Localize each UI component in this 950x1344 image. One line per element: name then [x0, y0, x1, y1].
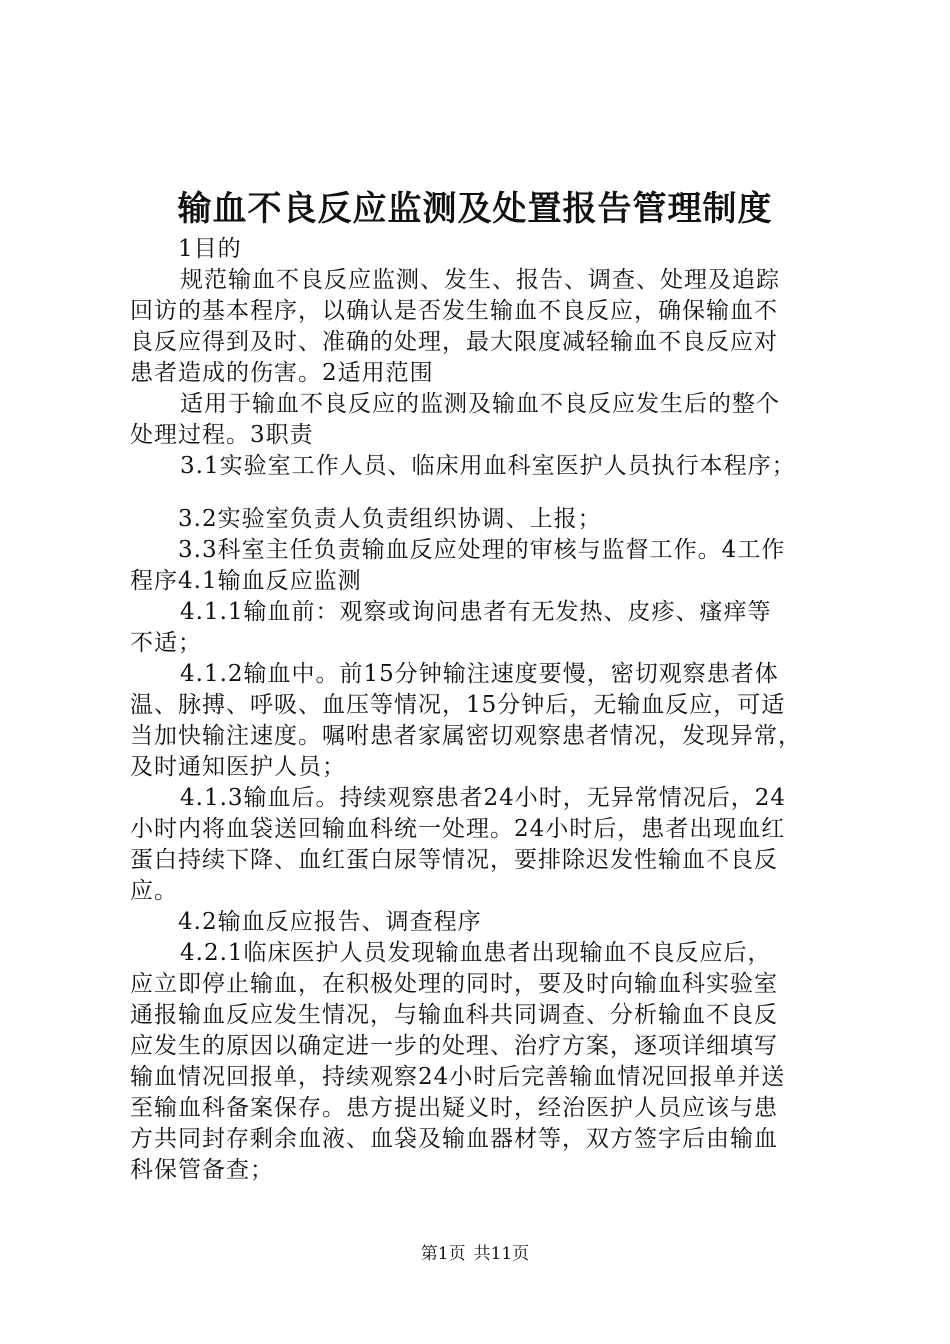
page-number: 第1页 — [420, 1244, 466, 1264]
paragraph-line: 4.2输血反应报告、调查程序 — [178, 909, 482, 935]
paragraph-line: 处理过程。3职责 — [130, 422, 314, 448]
paragraph-line: 3.1实验室工作人员、临床用血科室医护人员执行本程序； — [180, 453, 796, 479]
paragraph-line: 回访的基本程序，以确认是否发生输血不良反应，确保输血不 — [130, 298, 778, 324]
paragraph-line: 当加快输注速度。嘱咐患者家属密切观察患者情况，发现异常， — [130, 723, 802, 749]
paragraph-line: 4.2.1临床医护人员发现输血患者出现输血不良反应后， — [180, 940, 772, 966]
paragraph-line: 4.1.1输血前：观察或询问患者有无发热、皮疹、瘙痒等 — [180, 599, 772, 625]
paragraph-line: 方共同封存剩余血液、血袋及输血器材等，双方签字后由输血 — [130, 1126, 778, 1152]
blank-line — [130, 482, 830, 504]
page-total: 共11页 — [473, 1244, 530, 1264]
paragraph-line: 1目的 — [178, 236, 242, 262]
paragraph-line: 规范输血不良反应监测、发生、报告、调查、处理及追踪 — [180, 267, 780, 293]
paragraph-line: 程序4.1输血反应监测 — [130, 568, 362, 594]
paragraph-line: 良反应得到及时、准确的处理，最大限度减轻输血不良反应对 — [130, 329, 778, 355]
paragraph-line: 3.3科室主任负责输血反应处理的审核与监督工作。4工作 — [178, 537, 786, 563]
document-title: 输血不良反应监测及处置报告管理制度 — [177, 189, 773, 229]
paragraph-line: 小时内将血袋送回输血科统一处理。24小时后，患者出现血红 — [130, 816, 786, 842]
paragraph-line: 温、脉搏、呼吸、血压等情况，15分钟后，无输血反应，可适 — [130, 692, 786, 718]
paragraph-line: 4.1.3输血后。持续观察患者24小时，无异常情况后，24 — [180, 785, 787, 811]
paragraph-line: 应发生的原因以确定进一步的处理、治疗方案，逐项详细填写 — [130, 1033, 778, 1059]
paragraph-line: 适用于输血不良反应的监测及输血不良反应发生后的整个 — [180, 391, 780, 417]
paragraph-line: 应立即停止输血，在积极处理的同时，要及时向输血科实验室 — [130, 971, 778, 997]
paragraph-line: 4.1.2输血中。前15分钟输注速度要慢，密切观察患者体 — [180, 661, 779, 687]
paragraph-line: 输血情况回报单，持续观察24小时后完善输血情况回报单并送 — [130, 1064, 786, 1090]
paragraph-line: 科保管备查； — [130, 1157, 274, 1183]
paragraph-line: 通报输血反应发生情况，与输血科共同调查、分析输血不良反 — [130, 1002, 778, 1028]
paragraph-line: 至输血科备案保存。患方提出疑义时，经治医护人员应该与患 — [130, 1095, 778, 1121]
document-body — [130, 234, 830, 1186]
paragraph-line: 及时通知医护人员； — [130, 754, 346, 780]
paragraph-line: 蛋白持续下降、血红蛋白尿等情况，要排除迟发性输血不良反 — [130, 847, 778, 873]
paragraph-line: 不适； — [130, 630, 202, 656]
paragraph-line: 应。 — [130, 878, 178, 904]
page-footer — [0, 1242, 950, 1266]
paragraph-line: 患者造成的伤害。2适用范围 — [130, 360, 434, 386]
paragraph-line: 3.2实验室负责人负责组织协调、上报； — [178, 506, 602, 532]
